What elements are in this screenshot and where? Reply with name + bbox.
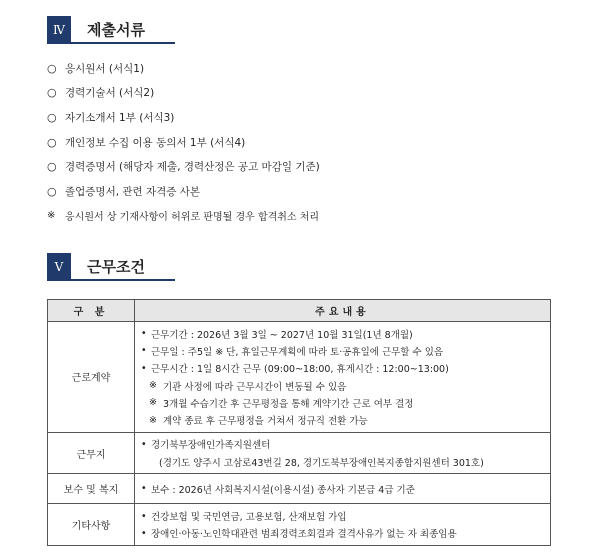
- table-row: [48, 432, 551, 474]
- row-label-pay: 보수 및 복지: [48, 474, 135, 504]
- documents-list: [47, 56, 567, 228]
- list-item: ○ 자기소개서 1부 (서식3): [47, 110, 175, 124]
- section-number-4: Ⅳ: [47, 16, 71, 44]
- list-item: ○ 졸업증명서, 관련 자격증 사본: [47, 184, 201, 198]
- section-title-documents: 제출서류: [71, 16, 175, 44]
- circle-bullet-icon: ○: [47, 160, 57, 174]
- content-line: • 장애인·아동·노인학대관련 범죄경력조회결과 결격사유가 없는 자 최종임용: [141, 527, 457, 541]
- row-label-etc: 기타사항: [48, 504, 135, 546]
- circle-bullet-icon: ○: [47, 86, 57, 100]
- header-content: 주요내용: [135, 300, 551, 322]
- documents-note: ※ 응시원서 상 기재사항이 허위로 판명될 경우 합격취소 처리: [47, 210, 320, 224]
- circle-bullet-icon: ○: [47, 135, 57, 149]
- row-content-pay: [135, 474, 551, 504]
- circle-bullet-icon: ○: [47, 184, 57, 198]
- table-row: [48, 322, 551, 433]
- list-item: ○ 개인정보 수집 이용 동의서 1부 (서식4): [47, 135, 246, 149]
- list-item: ○ 응시원서 (서식1): [47, 61, 145, 75]
- row-content-etc: [135, 504, 551, 546]
- row-content-contract: [135, 322, 551, 433]
- header-category: 구 분: [48, 300, 135, 322]
- row-label-contract: 근로계약: [48, 322, 135, 433]
- section-title-conditions: 근무조건: [71, 253, 175, 281]
- list-item: ○ 경력증명서 (해당자 제출, 경력산정은 공고 마감일 기준): [47, 160, 320, 174]
- reference-mark-icon: ※: [47, 210, 56, 222]
- content-line: • 근무일 : 주5일 ※ 단, 휴일근무계획에 따라 토·공휴일에 근무할 수 있음: [141, 345, 444, 358]
- content-address: (경기도 양주시 고삼로43번길 28, 경기도북부장애인복지종합지원센터 301호): [159, 457, 484, 469]
- section-header-conditions: [47, 253, 175, 281]
- row-label-workplace: 근무지: [48, 432, 135, 474]
- list-item: ○ 경력기술서 (서식2): [47, 86, 155, 100]
- row-content-workplace: [135, 432, 551, 474]
- content-line: • 근무기간 : 2026년 3월 3일 ~ 2027년 10월 31일(1년 8개월): [141, 328, 413, 341]
- section-number-5: Ⅴ: [47, 253, 71, 281]
- content-note: ※ 기관 사정에 따라 근무시간이 변동될 수 있음: [149, 380, 347, 393]
- table-row: [48, 474, 551, 504]
- section-header-documents: [47, 16, 175, 44]
- content-note: ※ 3개월 수습기간 후 근무평정을 통해 계약기간 근로 여부 결정: [149, 397, 414, 410]
- content-line: • 경기북부장애인가족지원센터: [141, 438, 271, 452]
- table-row: [48, 504, 551, 546]
- content-line: • 보수 : 2026년 사회복지시설(이용시설) 종사자 기본급 4급 기준: [141, 483, 415, 496]
- content-line: • 건강보험 및 국민연금, 고용보험, 산재보험 가입: [141, 510, 347, 524]
- content-line: • 근무시간 : 1일 8시간 근무 (09:00~18:00, 휴게시간 : 12:00~13:00): [141, 362, 449, 376]
- content-note: ※ 계약 종료 후 근무평정을 거쳐서 정규직 전환 가능: [149, 414, 368, 428]
- circle-bullet-icon: ○: [47, 61, 57, 75]
- table-header-row: [48, 300, 551, 322]
- circle-bullet-icon: ○: [47, 110, 57, 124]
- conditions-table: [47, 299, 551, 546]
